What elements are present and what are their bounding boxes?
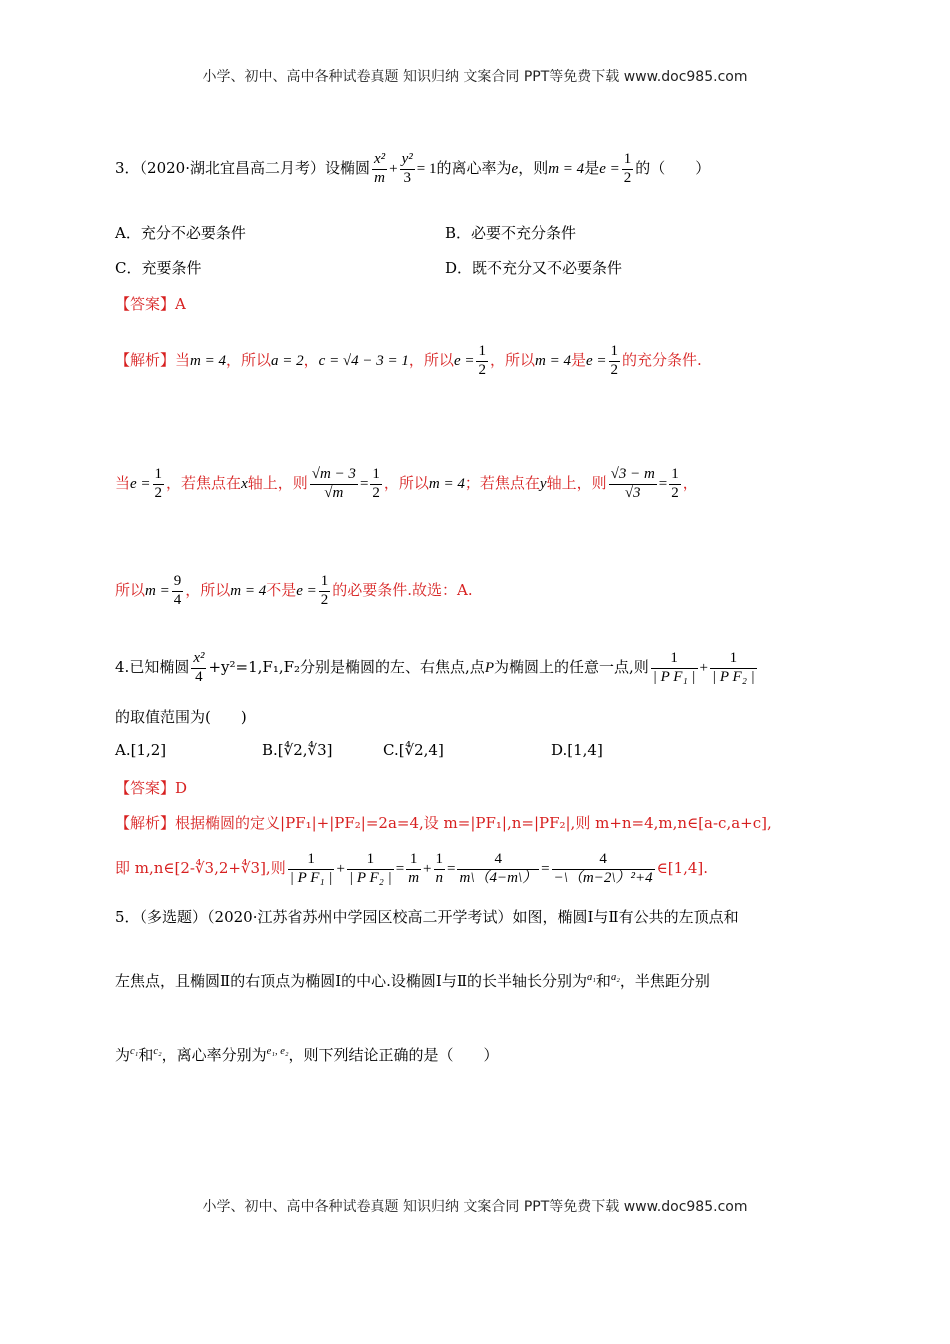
q3-stem — [115, 138, 710, 199]
half-frac — [370, 466, 382, 502]
frac-num: 1 — [347, 851, 394, 869]
text: 当 — [175, 351, 191, 369]
frac-num: 1 — [476, 343, 488, 361]
text: 当 — [115, 474, 131, 492]
frac-num: √m − 3 — [310, 466, 358, 484]
q4-option-c: C.[∜2,4] — [383, 741, 444, 759]
frac-pf1 — [288, 851, 335, 887]
frac-num: 1 — [153, 466, 165, 484]
eq: = — [658, 476, 668, 492]
sqrt-frac-x — [310, 466, 358, 502]
frac-pf2 — [347, 851, 394, 887]
frac-den: m\（4−m\） — [459, 869, 538, 886]
q3-stem-b: 的离心率为 — [436, 159, 512, 177]
q4-option-b: B.[∜2,∜3] — [262, 741, 333, 759]
q3-stem-a: 设椭圆 — [325, 159, 371, 177]
half-frac — [669, 466, 681, 502]
c-sqrt: c = √4 − 3 = 1 — [318, 353, 409, 369]
e-eq: e = — [453, 353, 475, 369]
text: ，则下列结论正确的是（ ） — [288, 1046, 499, 1064]
q4-stem — [115, 640, 759, 695]
q3-stem-c: ，则 — [518, 159, 549, 177]
e-eq: e = — [585, 353, 607, 369]
frac-den: 2 — [320, 591, 329, 608]
frac-num: 4 — [552, 851, 655, 869]
text: ∈[1,4]. — [656, 859, 709, 877]
frac-pf2 — [710, 650, 757, 686]
text: 和 — [138, 1046, 154, 1064]
eq: = — [541, 861, 550, 877]
frac-num: √3 − m — [609, 466, 657, 484]
text: ，所以 — [226, 351, 272, 369]
frac-num: 1 — [370, 466, 382, 484]
q3-stem-d: 是 — [584, 159, 600, 177]
frac-num: y² — [400, 151, 415, 169]
q5-line2 — [115, 960, 710, 999]
sqrt-frac-y — [609, 466, 657, 502]
frac-num: x² — [191, 650, 206, 668]
frac-den: 4 — [195, 668, 203, 685]
plus-sign: + — [423, 861, 432, 877]
text: 即 m,n∈[2-∜3,2+∜3],则 — [115, 859, 286, 877]
var-a1: a₁ — [587, 972, 596, 983]
m-eq-4: m = 4 — [230, 583, 267, 599]
text: 是 — [570, 351, 586, 369]
text: 轴上，则 — [247, 474, 308, 492]
ellipse-frac-x — [372, 151, 387, 187]
text: 轴上，则 — [546, 474, 607, 492]
half-frac — [153, 466, 165, 502]
frac-den: 2 — [154, 484, 163, 501]
frac-den: 2 — [372, 484, 380, 501]
var-c2: c₂ — [153, 1046, 162, 1057]
half-frac — [319, 573, 331, 609]
a-eq-2: a = 2 — [271, 353, 304, 369]
m-eq-4: m = 4 — [534, 353, 571, 369]
nine-fourths — [172, 573, 184, 609]
q4-analysis-line1 — [115, 812, 772, 833]
frac-1n — [434, 851, 446, 887]
q3-option-a: A．充分不必要条件 — [115, 224, 246, 242]
q4-analysis-line2 — [115, 840, 708, 897]
frac-den: | P F₁ | — [289, 869, 333, 886]
frac-4-mn — [457, 851, 539, 887]
m-eq-4: m = 4 — [190, 353, 226, 369]
text: ，所以 — [408, 351, 454, 369]
text: 已知椭圆 — [129, 658, 190, 676]
text: 和 — [595, 972, 611, 990]
var-x: x — [241, 476, 248, 492]
q4-number: 4. — [115, 658, 130, 676]
var-a2: a₂ — [610, 972, 620, 983]
m-eq-4: m = 4 — [428, 476, 465, 492]
var-e: e — [511, 161, 519, 177]
e-eq: e = — [599, 161, 620, 177]
frac-den: √m — [324, 484, 344, 501]
q3-option-b: B．必要不充分条件 — [445, 224, 577, 242]
half-frac — [476, 343, 488, 379]
q3-stem-e: 的（ ） — [635, 159, 711, 177]
frac-den: 2 — [623, 169, 632, 186]
eq-one: = 1 — [416, 161, 437, 177]
text: 所以 — [115, 581, 146, 599]
frac-den: m — [374, 169, 386, 186]
q3-analysis-line2 — [115, 450, 698, 517]
q4-answer: 【答案】D — [115, 779, 188, 797]
eq: = — [359, 476, 369, 492]
text: ，所以 — [383, 474, 429, 492]
frac-4-quad — [552, 851, 655, 887]
frac-num: 1 — [669, 466, 681, 484]
text: 根据椭圆的定义|PF₁|+|PF₂|=2a=4,设 m=|PF₁|,n=|PF₂|,则 m+n=4,m,n∈[a-c,a+c], — [175, 814, 772, 832]
q3-analysis-line3 — [115, 560, 473, 621]
q4-option-a: A.[1,2] — [115, 741, 167, 759]
q5-line3 — [115, 1034, 499, 1073]
frac-den: √3 — [624, 484, 641, 501]
plus-sign: + — [699, 660, 709, 676]
text: ，若焦点在 — [166, 474, 242, 492]
analysis-label: 【解析】 — [115, 351, 176, 369]
frac-num: 9 — [172, 573, 184, 591]
text: 左焦点，且椭圆Ⅱ的右顶点为椭圆Ⅰ的中心.设椭圆Ⅰ与Ⅱ的长半轴长分别为 — [115, 972, 588, 990]
frac-den: 4 — [173, 591, 182, 608]
frac-num: 4 — [457, 851, 539, 869]
text: 的必要条件.故选：A. — [332, 581, 473, 599]
eq: = — [395, 861, 405, 877]
frac-num: 1 — [710, 650, 757, 668]
eq: = — [447, 861, 456, 877]
frac-num: 1 — [406, 851, 421, 869]
ellipse-frac-y — [400, 151, 415, 187]
frac-num: 1 — [651, 650, 698, 668]
frac-den: 2 — [610, 361, 618, 378]
frac-den: | P F₂ | — [348, 869, 392, 886]
q5-line1: 5．（多选题）（2020·江苏省苏州中学园区校高二开学考试）如图，椭圆Ⅰ与Ⅱ有公共的左顶点和 — [115, 908, 739, 926]
text: ， — [682, 474, 698, 492]
var-e1e2: e₁, e₂ — [266, 1046, 289, 1057]
m-eq: m = — [145, 583, 170, 599]
plus-sign: + — [389, 161, 398, 177]
frac-den: 2 — [671, 484, 679, 501]
frac-pf1 — [651, 650, 698, 686]
q3-source: （2020·湖北宜昌高二月考） — [139, 159, 325, 177]
frac-den: −\（m−2\）²+4 — [553, 869, 653, 886]
frac-num: 1 — [288, 851, 335, 869]
text: ，所以 — [489, 351, 535, 369]
frac-den: 2 — [478, 361, 486, 378]
frac-num: x² — [372, 151, 387, 169]
q3-number: 3． — [115, 159, 140, 177]
frac-1m — [406, 851, 421, 887]
m-eq-4: m = 4 — [548, 161, 585, 177]
e-eq: e = — [296, 583, 317, 599]
half-frac — [609, 343, 621, 379]
text: 为椭圆上的任意一点,则 — [493, 658, 649, 676]
e-eq: e = — [130, 476, 151, 492]
point-p: P — [484, 660, 494, 676]
q3-answer: 【答案】A — [115, 295, 186, 313]
frac-den: | P F₁ | — [652, 668, 696, 685]
var-y: y — [539, 476, 547, 492]
text: 不是 — [266, 581, 297, 599]
analysis-label: 【解析】 — [115, 814, 176, 832]
frac-num: 1 — [434, 851, 446, 869]
frac-den: | P F₂ | — [712, 668, 755, 685]
text: 的充分条件. — [622, 351, 702, 369]
q3-option-c: C．充要条件 — [115, 259, 202, 277]
ellipse-frac-x — [191, 650, 206, 686]
q3-option-d: D．既不充分又不必要条件 — [445, 259, 623, 277]
page-header: 小学、初中、高中各种试卷真题 知识归纳 文案合同 PPT等免费下载 www.doc985.com — [202, 69, 748, 85]
text: ，离心率分别为 — [161, 1046, 267, 1064]
q3-analysis-line1 — [115, 330, 702, 391]
text: ，半焦距分别 — [619, 972, 710, 990]
half-frac — [622, 151, 634, 187]
text: ， — [303, 351, 319, 369]
q4-stem-tail: 的取值范围为( ) — [115, 708, 247, 726]
text: ，所以 — [185, 581, 231, 599]
frac-den: m — [408, 869, 420, 886]
var-c1: c₁ — [130, 1046, 139, 1057]
plus-sign: + — [336, 861, 345, 877]
frac-den: 3 — [403, 169, 411, 186]
q4-option-d: D.[1,4] — [551, 741, 603, 759]
frac-num: 1 — [319, 573, 331, 591]
frac-num: 1 — [622, 151, 634, 169]
text: 为 — [115, 1046, 131, 1064]
text: +y²=1,F₁,F₂分别是椭圆的左、右焦点,点 — [208, 658, 485, 676]
page-footer: 小学、初中、高中各种试卷真题 知识归纳 文案合同 PPT等免费下载 www.doc985.com — [202, 1199, 748, 1215]
text: ；若焦点在 — [464, 474, 540, 492]
frac-num: 1 — [609, 343, 621, 361]
frac-den: n — [435, 869, 444, 886]
